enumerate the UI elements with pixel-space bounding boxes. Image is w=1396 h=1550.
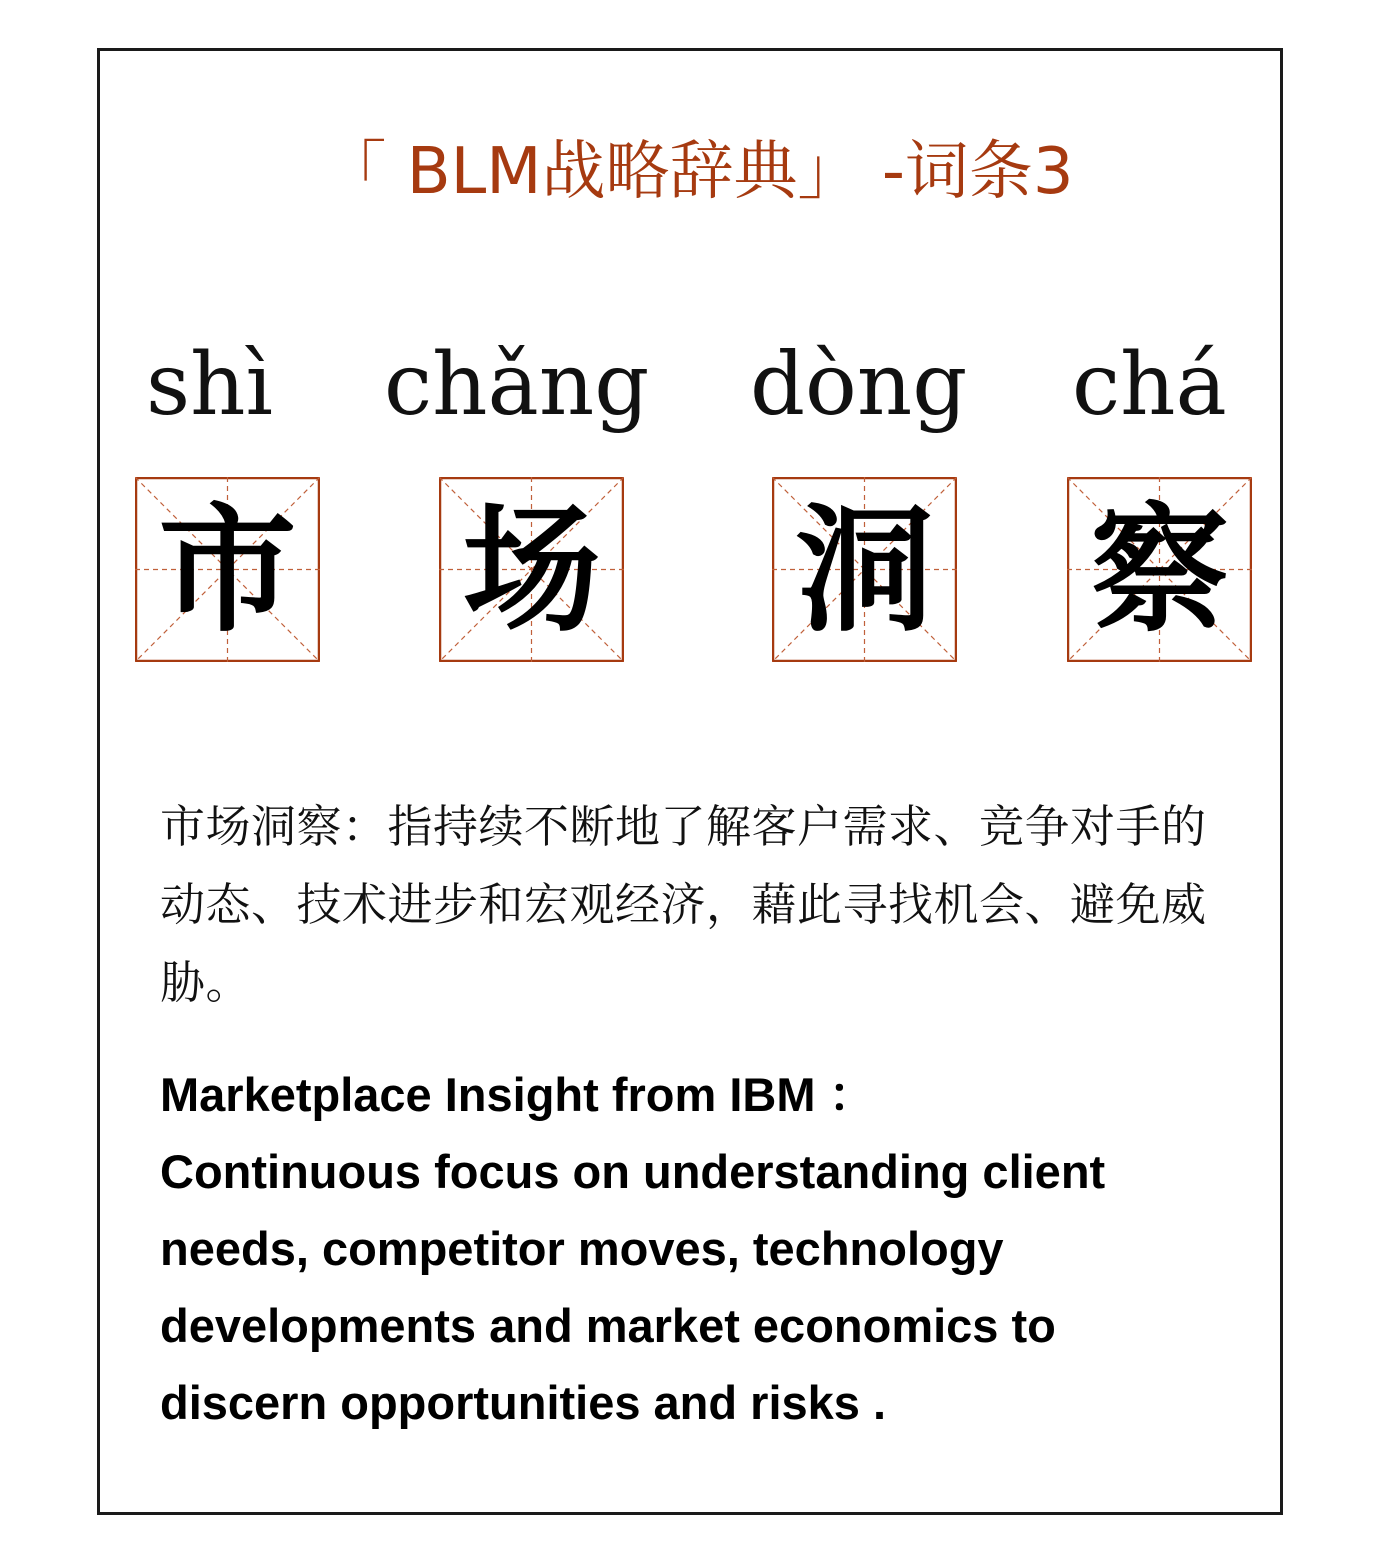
character-3: 洞 <box>795 488 934 651</box>
definition-english-line-3: developments and market economics to <box>160 1299 1056 1352</box>
character-4: 察 <box>1090 488 1229 651</box>
character-grid-3 <box>772 477 957 662</box>
definition-english-line-4: discern opportunities and risks . <box>160 1376 887 1429</box>
pinyin-syllable-1: shì <box>146 335 274 435</box>
page-title: 「 BLM战略辞典」 -词条3 <box>322 135 1074 209</box>
pinyin-syllable-2: chǎng <box>384 335 650 435</box>
character-1: 市 <box>158 488 297 651</box>
definition-english <box>160 1056 1260 1441</box>
definition-chinese: 市场洞察：指持续不断地了解客户需求、竞争对手的动态、技术进步和宏观经济，藉此寻找机会、避免威胁。 <box>160 800 1207 1009</box>
character-grid-4 <box>1067 477 1252 662</box>
pinyin-syllable-4: chá <box>1072 335 1227 435</box>
character-grid-2 <box>439 477 624 662</box>
definition-english-line-1: Continuous focus on understanding client <box>160 1145 1106 1198</box>
character-grid-1 <box>135 477 320 662</box>
definition-english-heading: Marketplace Insight from IBM ： <box>160 1068 876 1121</box>
pinyin-syllable-3: dòng <box>750 335 968 435</box>
character-2: 场 <box>462 488 601 651</box>
definition-english-line-2: needs, competitor moves, technology <box>160 1222 1004 1275</box>
